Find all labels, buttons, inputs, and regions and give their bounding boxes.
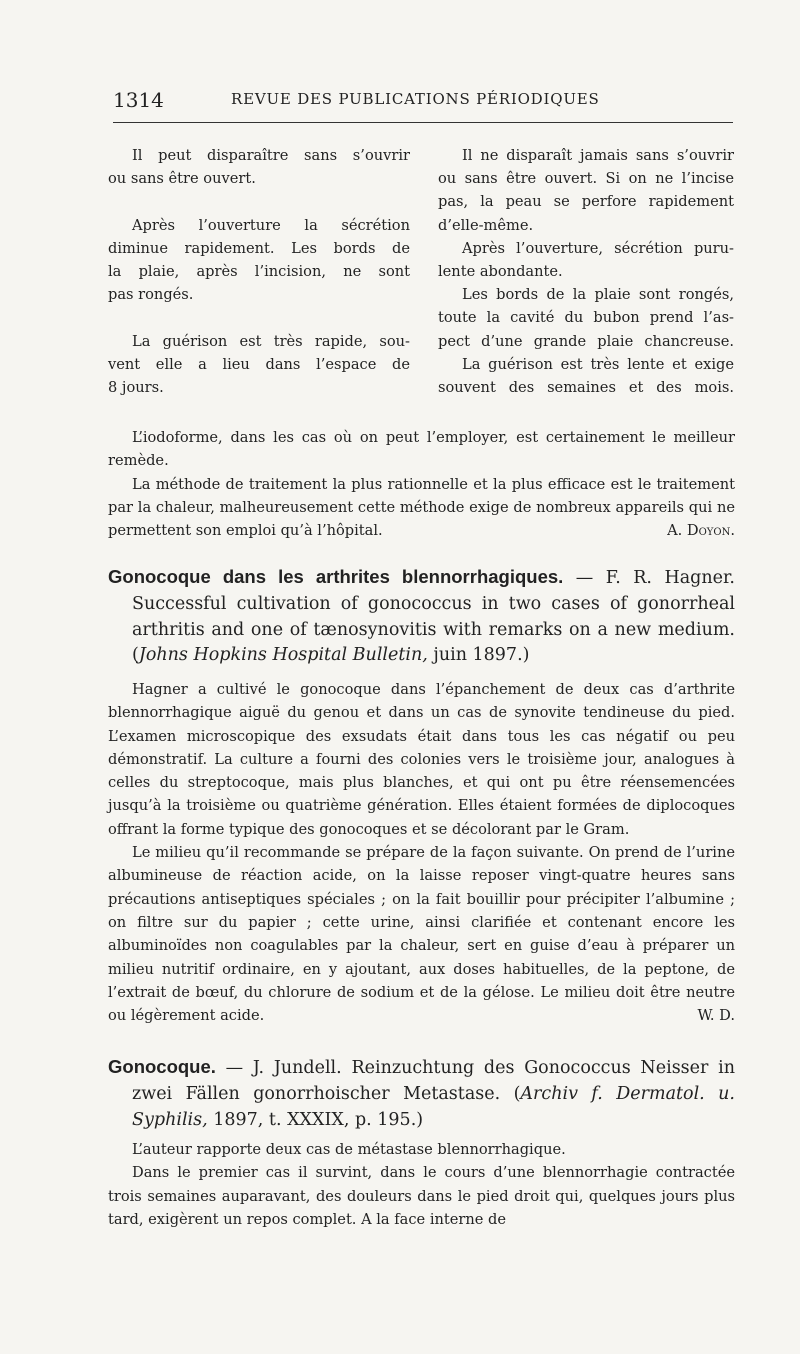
- left-line: diminue rapidement. Les bords de: [108, 239, 410, 257]
- right-line: souvent des semaines et des mois.: [438, 379, 734, 397]
- article-author: — F. R. Hagner.: [575, 568, 735, 588]
- right-line: d’elle-même.: [438, 216, 534, 234]
- right-line: pas, la peau se perfore rapidement: [438, 193, 734, 211]
- left-line: pas rongés.: [108, 286, 194, 304]
- journal-details: 1897, t. XXXIX, p. 195.): [213, 1109, 424, 1130]
- paragraph-text: La méthode de traitement la plus rationnelle et la plus efficace est le traitement par la chaleur, malheureusement cette méthode exige de nombreux appareils qui ne permettent son emploi qu’à l’hôpital.: [108, 475, 735, 540]
- left-line: 8 jours.: [108, 379, 164, 396]
- header-rule: [113, 122, 733, 123]
- article-source-title: Reinzuchtung des Gonococcus Neisser in zwei Fällen gonorrhoischer Metastase.: [132, 1058, 735, 1104]
- paragraph: L’iodoforme, dans les cas où on peut l’employer, est certainement le meilleur remède.: [108, 429, 735, 470]
- left-line: la plaie, après l’incision, ne sont: [108, 263, 410, 280]
- article3-title: Gonocoque. — J. Jundell. Reinzuchtung des Gonococcus Neisser in zwei Fällen gonorrhoischer Metastase. (Archiv f. Dermatol. u. Syphilis, 1897, t. XXXIX, p. 195.): [108, 1056, 735, 1130]
- running-title: REVUE DES PUBLICATIONS PÉRIODIQUES: [231, 90, 600, 108]
- journal-date: juin 1897.): [433, 645, 530, 666]
- right-line: La guérison est très lente et exige: [462, 355, 734, 373]
- journal-name: Archiv f. Dermatol. u. Syphilis,: [132, 1083, 735, 1130]
- author-signature: A. Doyon.: [667, 522, 735, 540]
- author-signature: W. D.: [697, 1007, 735, 1025]
- right-line: Les bords de la plaie sont rongés,: [462, 286, 734, 304]
- paragraph: [108, 473, 735, 543]
- article1-conclusion: [108, 426, 735, 542]
- article-author: — J. Jundell.: [225, 1058, 342, 1078]
- left-line: Après l’ouverture la sécrétion: [132, 216, 410, 234]
- article2-title: Gonocoque dans les arthrites blennorrhagiques. — F. R. Hagner. Successful cultivation of gonococcus in two cases of gonorrheal arthritis and one of tænosynovitis with remarks on a new medium. (Johns Hopkins Hospital Bulletin, juin 1897.): [108, 566, 735, 666]
- left-line: vent elle a lieu dans l’espace de: [108, 355, 410, 373]
- right-line: pect d’une grande plaie chancreuse.: [438, 332, 734, 350]
- article-source-title: Successful cultivation of gonococcus in two cases of gonorrheal arthritis and one of tænosynovitis with remarks on a new medium.: [132, 593, 735, 640]
- article-heading: Gonocoque.: [108, 1056, 216, 1077]
- right-line: Il ne disparaît jamais sans s’ouvrir: [462, 147, 734, 164]
- left-column: [108, 144, 410, 399]
- paragraph: L’auteur rapporte deux cas de métastase blennorrhagique.: [132, 1141, 566, 1158]
- left-line: La guérison est très rapide, sou-: [132, 332, 410, 350]
- article2-body: [108, 678, 735, 1027]
- paragraph: Hagner a cultivé le gonocoque dans l’épanchement de deux cas d’arthrite blennorrhagique aiguë du genou et dans un cas de synovite tendineuse du pied. L’examen microscopique des exsudats était dans tous les cas négatif ou peu démonstratif. La culture a fourni des colonies vers le troisième jour, analogues à celles du streptocoque, mais plus blanches, et qui ont pu être réensemencées jusqu’à la troisième ou quatrième génération. Elles étaient formées de diplocoques offrant la forme typique des gonocoques et se décolorant par le Gram.: [108, 681, 735, 838]
- paragraph: [108, 841, 735, 1027]
- right-line: toute la cavité du bubon prend l’as-: [438, 309, 734, 327]
- right-column: [438, 144, 734, 399]
- right-line: Après l’ouverture, sécrétion puru-: [462, 239, 734, 257]
- paragraph-text: Le milieu qu’il recommande se prépare de la façon suivante. On prend de l’urine albumineuse de réaction acide, on la laisse reposer vingt-quatre heures sans précautions antiseptiques spéciales ; on la fait bouillir pour précipiter l’albumine ; on filtre sur du papier ; cette urine, ainsi clarifiée et contenant encore les albuminoïdes non coagulables par la chaleur, sert en guise d’eau à préparer un milieu nutritif ordinaire, en y ajoutant, aux doses habituelles, de la peptone, de l’extrait de bœuf, du chlorure de sodium et de la gélose. Le milieu doit être neutre ou légèrement acide.: [108, 844, 735, 1025]
- right-line: lente abondante.: [438, 263, 563, 281]
- article-heading: Gonocoque dans les arthrites blennorrhagiques.: [108, 566, 564, 587]
- journal-name: Johns Hopkins Hospital Bulletin,: [138, 645, 428, 666]
- left-line: ou sans être ouvert.: [108, 170, 256, 188]
- paragraph: Dans le premier cas il survint, dans le cours d’une blennorrhagie contractée trois semaines auparavant, des douleurs dans le pied droit qui, quelques jours plus tard, exigèrent un repos complet. A la face interne de: [108, 1164, 735, 1228]
- right-line: ou sans être ouvert. Si on ne l’incise: [438, 170, 734, 188]
- page-header: [113, 88, 733, 112]
- article3-body: [108, 1138, 735, 1231]
- left-line: Il peut disparaître sans s’ouvrir: [132, 147, 410, 164]
- page-number: 1314: [113, 88, 164, 112]
